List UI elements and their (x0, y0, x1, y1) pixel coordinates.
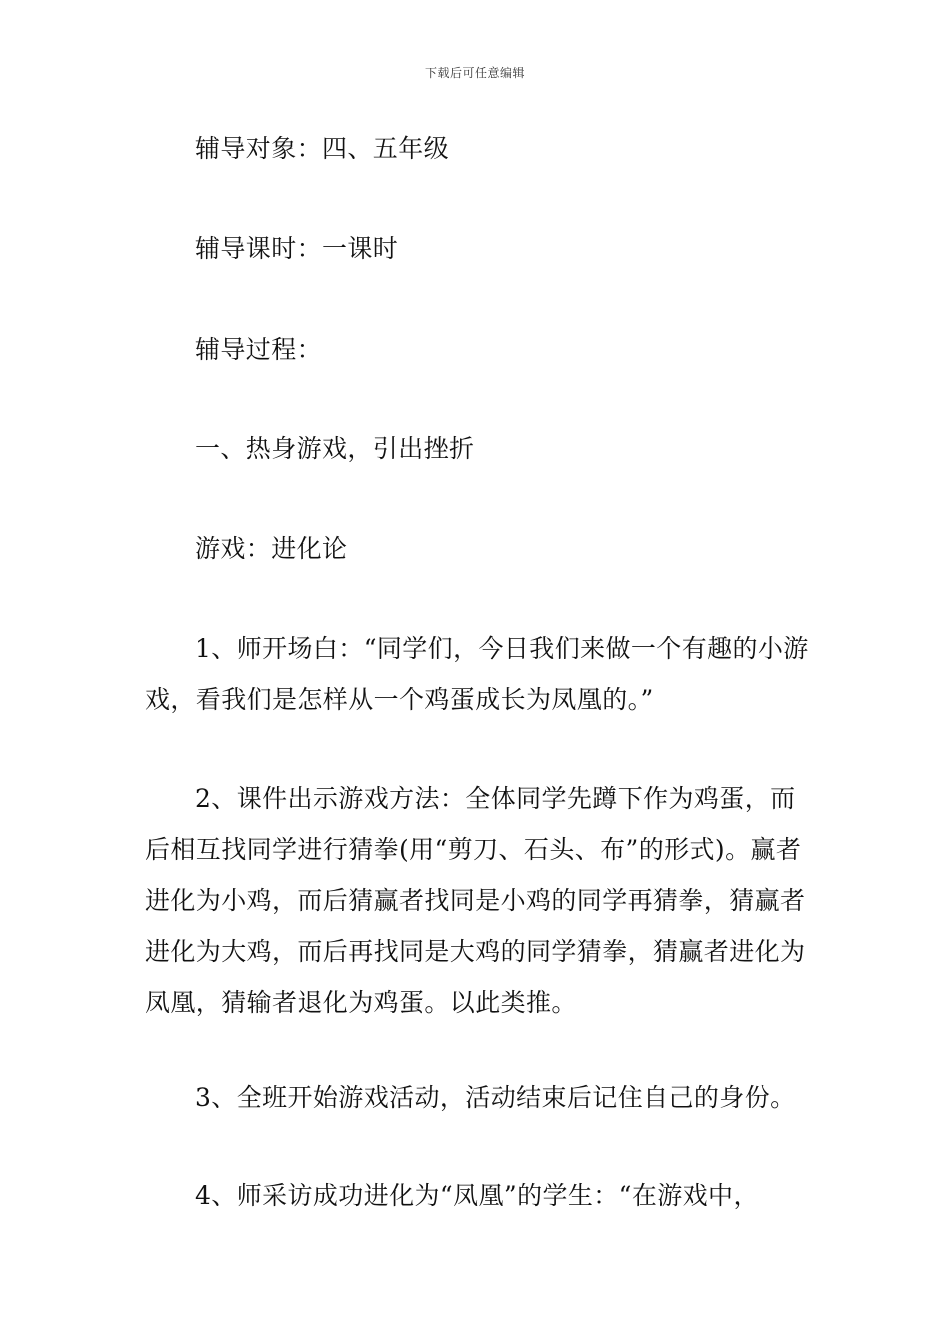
section-heading-warmup: 一、热身游戏，引出挫折 (195, 434, 475, 463)
paragraph-step-3: 3、全班开始游戏活动，活动结束后记住自己的身份。 (195, 1083, 796, 1112)
paragraph-process: 辅导过程： (195, 335, 323, 364)
paragraph-step-1: 1、师开场白：“同学们，今日我们来做一个有趣的小游戏，看我们是怎样从一个鸡蛋成长为凤凰的。” (145, 634, 809, 714)
paragraph-duration: 辅导课时：一课时 (195, 234, 399, 263)
paragraph-game-title: 游戏：进化论 (195, 534, 348, 563)
paragraph-step-2: 2、课件出示游戏方法：全体同学先蹲下作为鸡蛋，而后相互找同学进行猜拳(用“剪刀、石头、布”的形式)。赢者进化为小鸡，而后猜赢者找同是小鸡的同学再猜拳，猜赢者进化为大鸡，而后再找同是大鸡的同学猜拳，猜赢者进化为凤凰，猜输者退化为鸡蛋。以此类推。 (145, 784, 806, 1017)
page-header: 下载后可任意编辑 (424, 66, 525, 80)
paragraph-step-4: 4、师采访成功进化为“凤凰”的学生：“在游戏中， (195, 1181, 759, 1210)
paragraph-target: 辅导对象：四、五年级 (195, 134, 450, 163)
